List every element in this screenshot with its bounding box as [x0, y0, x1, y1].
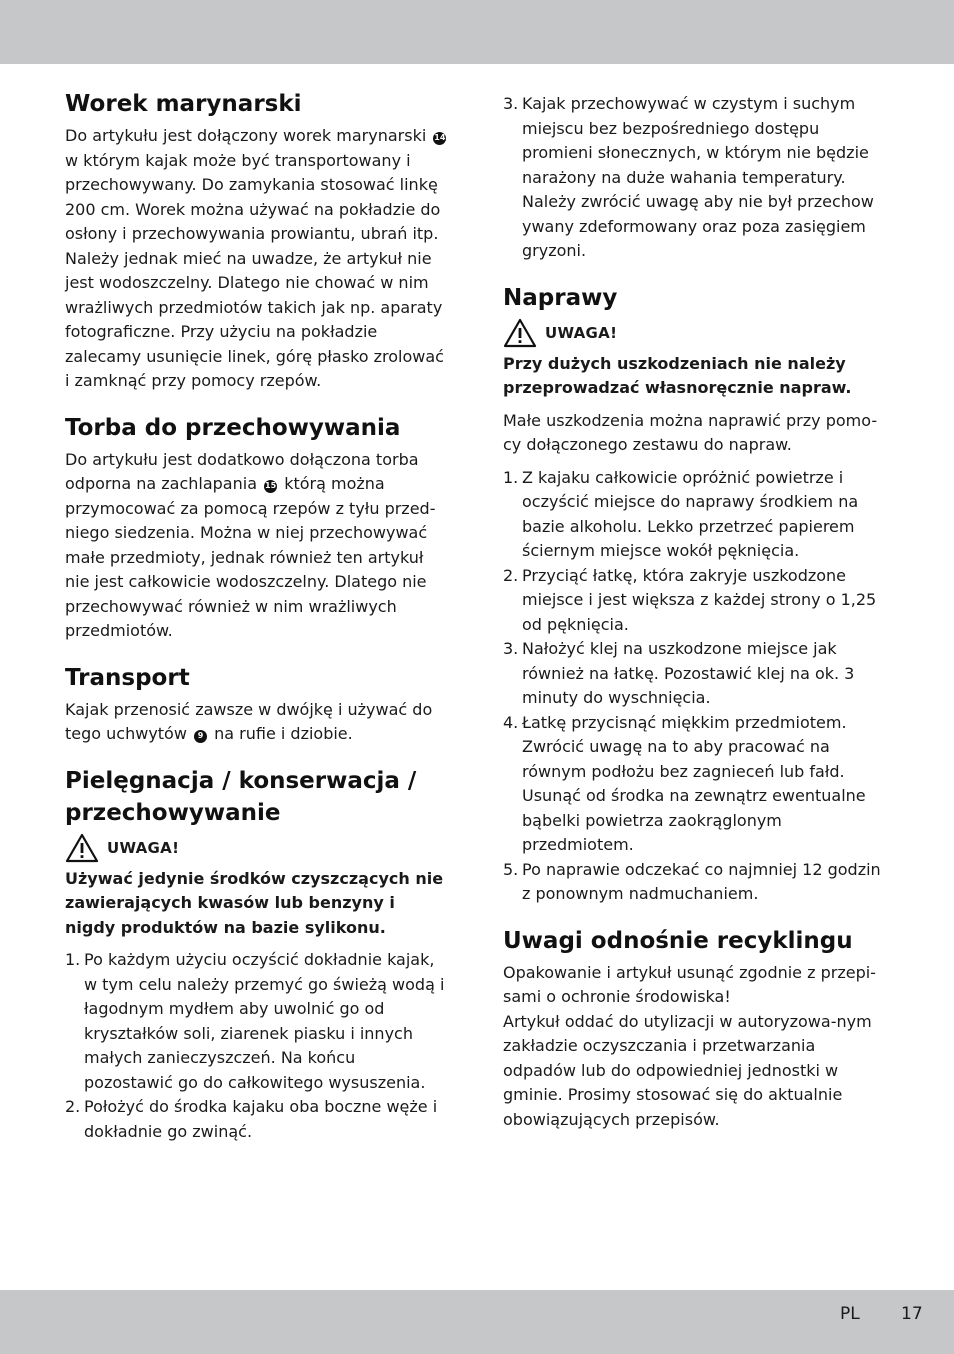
- list-item: 3. Nałożyć klej na uszkodzone miejsce jak również na łatkę. Pozostawić klej na ok. 3 minuty do wyschnięcia.: [503, 639, 855, 707]
- repairs-intro-text: Małe uszkodzenia można naprawić przy pomo-cy dołączonego zestawu do napraw.: [503, 410, 878, 454]
- recycling-text-1: Opakowanie i artykuł usunąć zgodnie z przepi-sami o ochronie środowiska!: [503, 962, 876, 1006]
- list-item: 1. Z kajaku całkowicie opróżnić powietrze i oczyścić miejsce do naprawy środkiem na bazie alkoholu. Lekko przetrzeć papierem ściernym miejsce wokół pęknięcia.: [503, 467, 859, 560]
- section-title-recycling: Uwagi odnośnie recyklingu: [503, 927, 853, 954]
- list-item: 2. Przyciąć łatkę, która zakryje uszkodzone miejsce i jest większa z każdej strony o 1,25 od pęknięcia.: [503, 565, 877, 634]
- list-item: 5. Po naprawie odczekać co najmniej 12 godzin z ponownym nadmuchaniem.: [503, 859, 881, 903]
- section-title-storage-bag: Torba do przechowywania: [65, 414, 401, 441]
- section-title-care: Pielęgnacja / konserwacja / przechowywanie: [65, 767, 417, 826]
- recycling-text-2: Artykuł oddać do utylizacji w autoryzowa-nym zakładzie oczyszczania i przetwarzania odpadów lub do odpowiedniej jednostki w gminie. Prosimy stosować się do aktualnie obowiązujących przepisów.: [503, 1011, 872, 1129]
- warning-row: [65, 833, 449, 863]
- transport-text: Kajak przenosić zawsze w dwójkę i używać do tego uchwytów 9 na rufie i dziobie.: [65, 699, 433, 743]
- page-number: 17: [901, 1304, 923, 1324]
- repairs-warning-text: Przy dużych uszkodzeniach nie należy przeprowadzać własnoręcznie napraw.: [503, 353, 852, 397]
- care-steps: [65, 948, 449, 1144]
- footer-language: PL: [840, 1304, 860, 1324]
- footer-band: [0, 1290, 954, 1354]
- storage-bag-text: Do artykułu jest dodatkowo dołączona torba odporna na zachlapania 15 którą można przymocować za pomocą rzepów z tyłu przed-niego siedzenia. Można w niej przechowywać małe przedmioty, jednak również ten artykuł nie jest całkowicie wodoszczelny. Dlatego nie przechowywać również w nim wrażliwych przedmiotów.: [65, 449, 436, 640]
- right-column: [503, 92, 893, 1132]
- list-item: 2. Położyć do środka kajaku oba boczne węże i dokładnie go zwinąć.: [65, 1097, 438, 1141]
- part-number-badge: 9: [194, 730, 207, 743]
- part-number-badge: 14: [433, 132, 446, 145]
- part-number-badge: 15: [264, 480, 277, 493]
- list-item: 1. Po każdym użyciu oczyścić dokładnie kajak, w tym celu należy przemyć go świeżą wodą i łagodnym mydłem aby uwolnić go od kryształków soli, ziarenek piasku i innych małych zanieczyszczeń. Na końcu pozostawić go do całkowitego wysuszenia.: [65, 950, 445, 1092]
- section-title-repairs: Naprawy: [503, 284, 618, 311]
- warning-label: UWAGA!: [545, 323, 618, 342]
- warning-triangle-icon: [503, 318, 537, 348]
- section-title-transport: Transport: [65, 664, 190, 691]
- header-band: [0, 0, 954, 64]
- repair-steps: [503, 466, 893, 907]
- left-column: [65, 88, 449, 1144]
- marine-bag-text: Do artykułu jest dołączony worek marynarski 14 w którym kajak może być transportowany i przechowywany. Do zamykania stosować linkę 200 cm. Worek można używać na pokładzie do osłony i przechowywania prowiantu, ubrań itp. Należy jednak mieć na uwadze, że artykuł nie jest wodoszczelny. Dlatego nie chować w nim wrażliwych przedmiotów takich jak np. aparaty fotograficzne. Przy użyciu na pokładzie zalecamy usunięcie linek, górę płasko zrolować i zamknąć przy pomocy rzepów.: [65, 126, 446, 390]
- warning-label: UWAGA!: [107, 838, 180, 857]
- list-item: 3. Kajak przechowywać w czystym i suchym miejscu bez bezpośredniego dostępu promieni słonecznych, w którym nie będzie narażony na duże wahania temperatury. Należy zwrócić uwagę aby nie był przechow ywany zdeformowany oraz poza zasięgiem gryzoni.: [503, 94, 874, 260]
- care-steps-continued: [503, 92, 893, 264]
- care-warning-text: Używać jedynie środków czyszczących nie zawierających kwasów lub benzyny i nigdy produktów na bazie sylikonu.: [65, 868, 444, 937]
- list-item: 4. Łatkę przycisnąć miękkim przedmiotem. Zwrócić uwagę na to aby pracować na równym podłożu bez zagnieceń lub fałd. Usunąć od środka na zewnątrz ewentualne bąbelki powietrza zaokrąglonym przedmiotem.: [503, 712, 866, 854]
- section-title-marine-bag: Worek marynarski: [65, 91, 302, 117]
- warning-row: [503, 318, 893, 348]
- warning-triangle-icon: [65, 833, 99, 863]
